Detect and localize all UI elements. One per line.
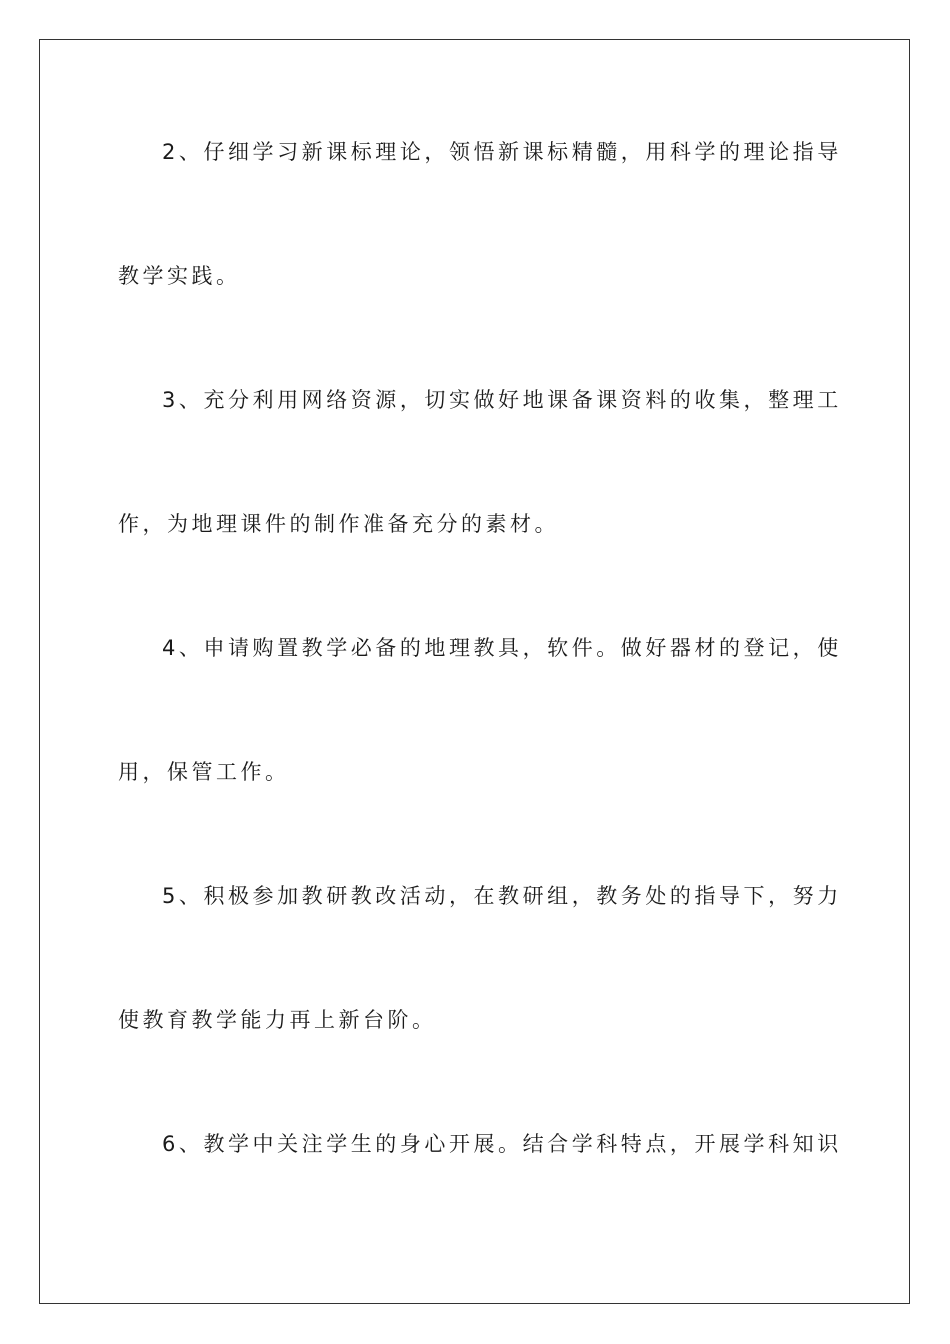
paragraph-4-line-2: 用，保管工作。	[118, 760, 290, 784]
paragraph-3-line-2: 作，为地理课件的制作准备充分的素材。	[118, 512, 559, 536]
paragraph-5-line-1: 5、积极参加教研教改活动，在教研组，教务处的指导下，努力	[162, 884, 842, 908]
paragraph-4-line-1: 4、申请购置教学必备的地理教具，软件。做好器材的登记，使	[162, 636, 842, 660]
paragraph-6-line-1: 6、教学中关注学生的身心开展。结合学科特点，开展学科知识	[162, 1132, 842, 1156]
paragraph-3-line-1: 3、充分利用网络资源，切实做好地课备课资料的收集，整理工	[162, 388, 842, 412]
paragraph-5-line-2: 使教育教学能力再上新台阶。	[118, 1008, 437, 1032]
paragraph-2-line-1: 2、仔细学习新课标理论，领悟新课标精髓，用科学的理论指导	[162, 140, 842, 164]
paragraph-2-line-2: 教学实践。	[118, 264, 241, 288]
page-border	[39, 39, 910, 1304]
